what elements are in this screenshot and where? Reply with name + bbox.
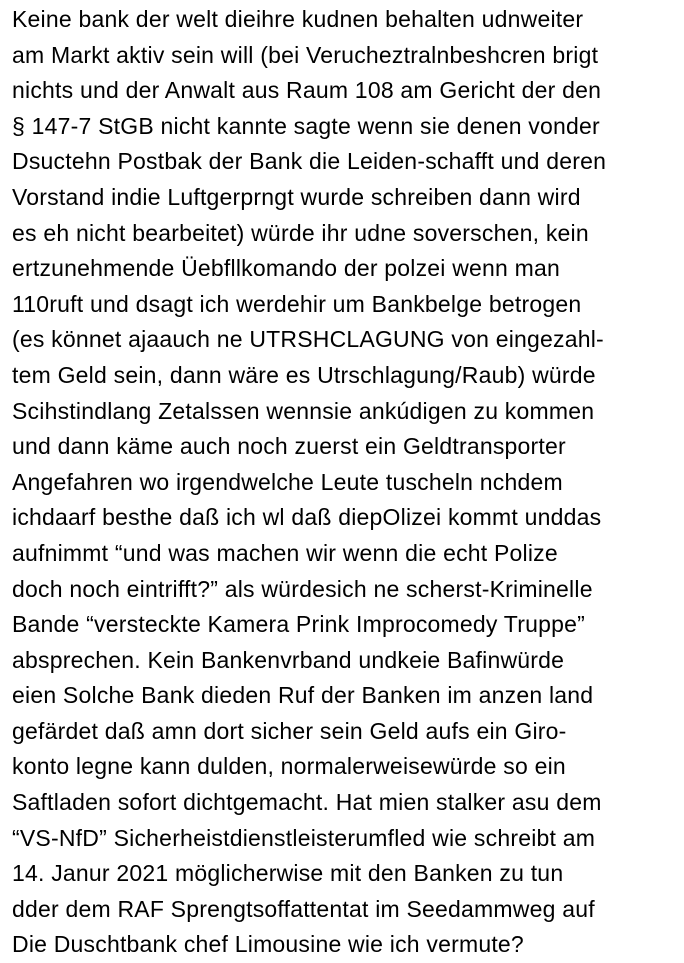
text-line: 14. Janur 2021 möglicherwise mit den Banken zu tun bbox=[12, 860, 564, 887]
text-line: (es könnet ajaauch ne UTRSHCLAGUNG von eingezahl- bbox=[12, 326, 604, 353]
text-line: eien Solche Bank dieden Ruf der Banken im anzen land bbox=[12, 682, 594, 709]
text-line: absprechen. Kein Bankenvrband undkeie Bafinwürde bbox=[12, 646, 565, 673]
text-line: Keine bank der welt dieihre kudnen behalten udnweiter bbox=[12, 6, 584, 32]
text-line: Scihstindlang Zetalssen wennsie ankúdigen zu kommen bbox=[12, 397, 595, 424]
text-line: § 147-7 StGB nicht kannte sagte wenn sie denen vonder bbox=[12, 112, 600, 139]
text-line: gefärdet daß amn dort sicher sein Geld aufs ein Giro- bbox=[12, 717, 567, 744]
text-line: ertzunehmende Üebfllkomando der polzei wenn man bbox=[12, 255, 560, 282]
text-line: es eh nicht bearbeitet) würde ihr udne soverschen, kein bbox=[12, 219, 589, 246]
body-text bbox=[12, 2, 682, 963]
text-line: tem Geld sein, dann wäre es Utrschlagung/Raub) würde bbox=[12, 361, 596, 388]
text-line: “VS-NfD” Sicherheistdienstleisterumfled wie schreibt am bbox=[12, 824, 596, 851]
text-line: ichdaarf besthe daß ich wl daß diepOlizei kommt unddas bbox=[12, 504, 602, 531]
text-line: dder dem RAF Sprengtsoffattentat im Seedammweg auf bbox=[12, 895, 595, 922]
text-line: und dann käme auch noch zuerst ein Geldtransporter bbox=[12, 433, 566, 460]
text-line: Saftladen sofort dichtgemacht. Hat mien stalker asu dem bbox=[12, 789, 602, 816]
text-line: Vorstand indie Luftgerprngt wurde schreiben dann wird bbox=[12, 183, 581, 210]
text-line: Dsuctehn Postbak der Bank die Leiden-schafft und deren bbox=[12, 148, 607, 175]
text-line: aufnimmt “und was machen wir wenn die echt Polize bbox=[12, 539, 558, 566]
text-line: 110ruft und dsagt ich werdehir um Bankbelge betrogen bbox=[12, 290, 582, 317]
text-line: doch noch eintrifft?” als würdesich ne scherst-Kriminelle bbox=[12, 575, 593, 602]
text-line: nichts und der Anwalt aus Raum 108 am Gericht der den bbox=[12, 77, 602, 104]
text-line: Angefahren wo irgendwelche Leute tuscheln nchdem bbox=[12, 468, 563, 495]
text-line: Die Duschtbank chef Limousine wie ich vermute? bbox=[12, 931, 524, 958]
text-line: Bande “versteckte Kamera Prink Improcomedy Truppe” bbox=[12, 611, 585, 638]
text-line: konto legne kann dulden, normalerweisewürde so ein bbox=[12, 753, 566, 780]
text-line: am Markt aktiv sein will (bei Verucheztralnbeshcren brigt bbox=[12, 41, 599, 68]
